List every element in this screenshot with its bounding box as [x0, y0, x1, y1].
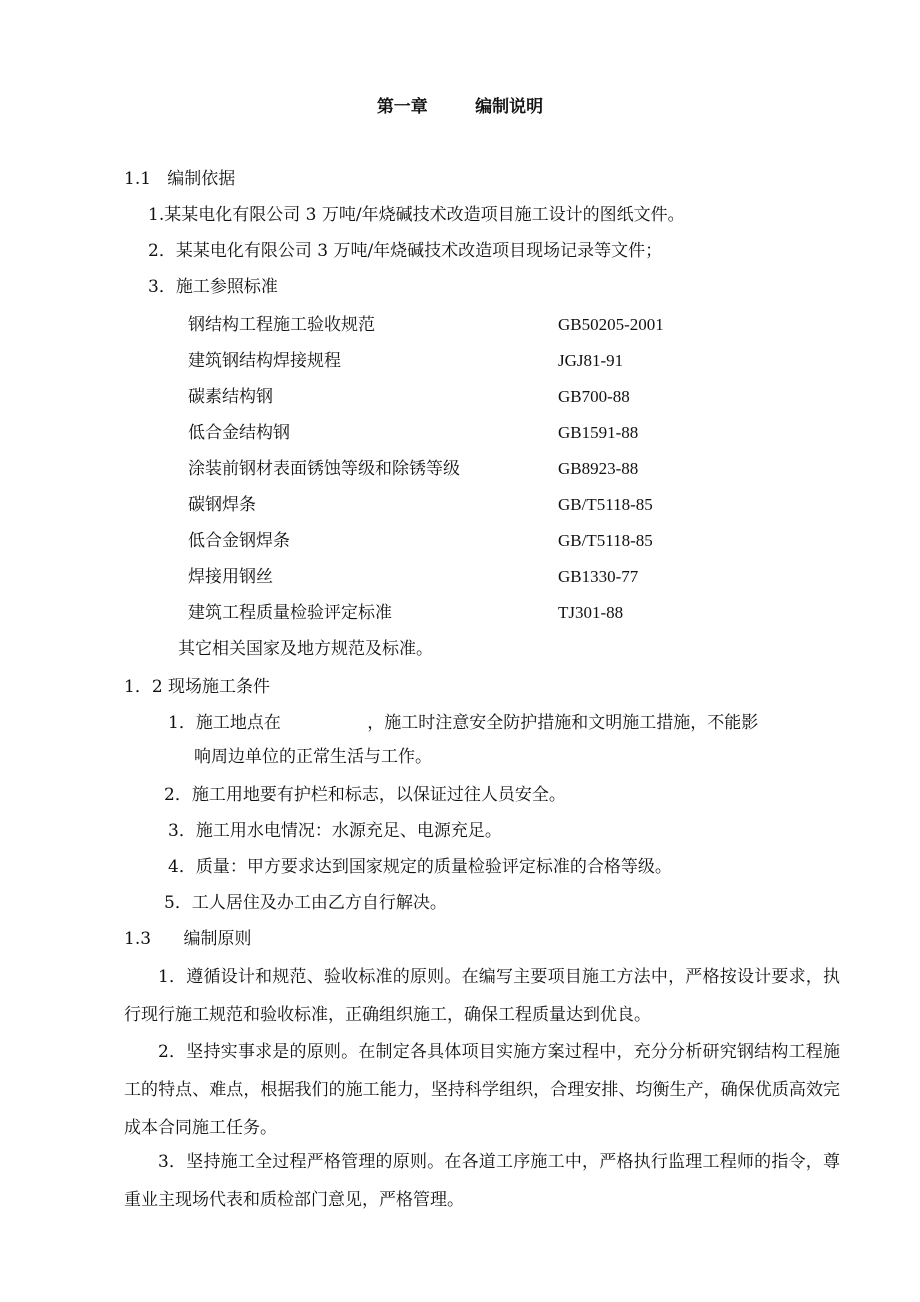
chapter-title: 第一章 编制说明: [376, 97, 544, 117]
standard-name: 建筑工程质量检验评定标准: [188, 603, 392, 623]
standard-name: 低合金钢焊条: [188, 531, 290, 551]
standard-name: 焊接用钢丝: [188, 567, 273, 587]
standard-code: GB1591-88: [558, 423, 639, 442]
section-1-1-heading: 1.1 编制依据: [124, 169, 236, 189]
condition-item-5: 5．工人居住及办工由乙方自行解决。: [164, 893, 447, 913]
principle-paragraph-1: 1．遵循设计和规范、验收标准的原则。在编写主要项目施工方法中，严格按设计要求，执行现行施工规范和验收标准，正确组织施工，确保工程质量达到优良。: [124, 967, 840, 1025]
standard-code: GB700-88: [558, 387, 630, 406]
section-1-2-heading: 1．2 现场施工条件: [124, 677, 271, 697]
principle-paragraph-2: 2．坚持实事求是的原则。在制定各具体项目实施方案过程中，充分分析研究钢结构工程施工的特点、难点，根据我们的施工能力，坚持科学组织，合理安排、均衡生产，确保优质高效完成本合同施工任务。: [124, 1042, 840, 1138]
basis-item-2: 2．某某电化有限公司 3 万吨/年烧碱技术改造项目现场记录等文件；: [148, 241, 663, 261]
standard-name: 碳素结构钢: [188, 387, 273, 407]
standard-code: TJ301-88: [558, 603, 624, 622]
standard-name: 涂装前钢材表面锈蚀等级和除锈等级: [188, 459, 460, 479]
basis-item-3: 3．施工参照标准: [148, 277, 278, 297]
standard-name: 钢结构工程施工验收规范: [188, 315, 375, 335]
standard-code: GB/T5118-85: [558, 495, 653, 514]
other-standards-note: 其它相关国家及地方规范及标准。: [178, 639, 433, 659]
condition-item-4: 4．质量：甲方要求达到国家规定的质量检验评定标准的合格等级。: [168, 857, 672, 877]
standard-code: GB/T5118-85: [558, 531, 653, 550]
principle-paragraph-3: 3．坚持施工全过程严格管理的原则。在各道工序施工中，严格执行监理工程师的指令，尊重业主现场代表和质检部门意见，严格管理。: [124, 1152, 840, 1210]
standard-code: GB1330-77: [558, 567, 639, 586]
standard-name: 碳钢焊条: [188, 495, 256, 515]
basis-item-1: 1.某某电化有限公司 3 万吨/年烧碱技术改造项目施工设计的图纸文件。: [148, 205, 685, 225]
condition-item-1: 1．施工地点在 ，施工时注意安全防护措施和文明施工措施，不能影: [168, 713, 759, 733]
standard-name: 低合金结构钢: [188, 423, 290, 443]
standard-code: JGJ81-91: [558, 351, 624, 370]
section-1-3-heading: 1.3 编制原则: [124, 929, 252, 949]
standard-name: 建筑钢结构焊接规程: [188, 351, 341, 371]
condition-item-2: 2．施工用地要有护栏和标志，以保证过往人员安全。: [164, 785, 566, 805]
standard-code: GB8923-88: [558, 459, 639, 478]
condition-item-3: 3．施工用水电情况：水源充足、电源充足。: [168, 821, 502, 841]
standard-code: GB50205-2001: [558, 315, 664, 334]
condition-item-1-continued: 响周边单位的正常生活与工作。: [194, 747, 432, 767]
